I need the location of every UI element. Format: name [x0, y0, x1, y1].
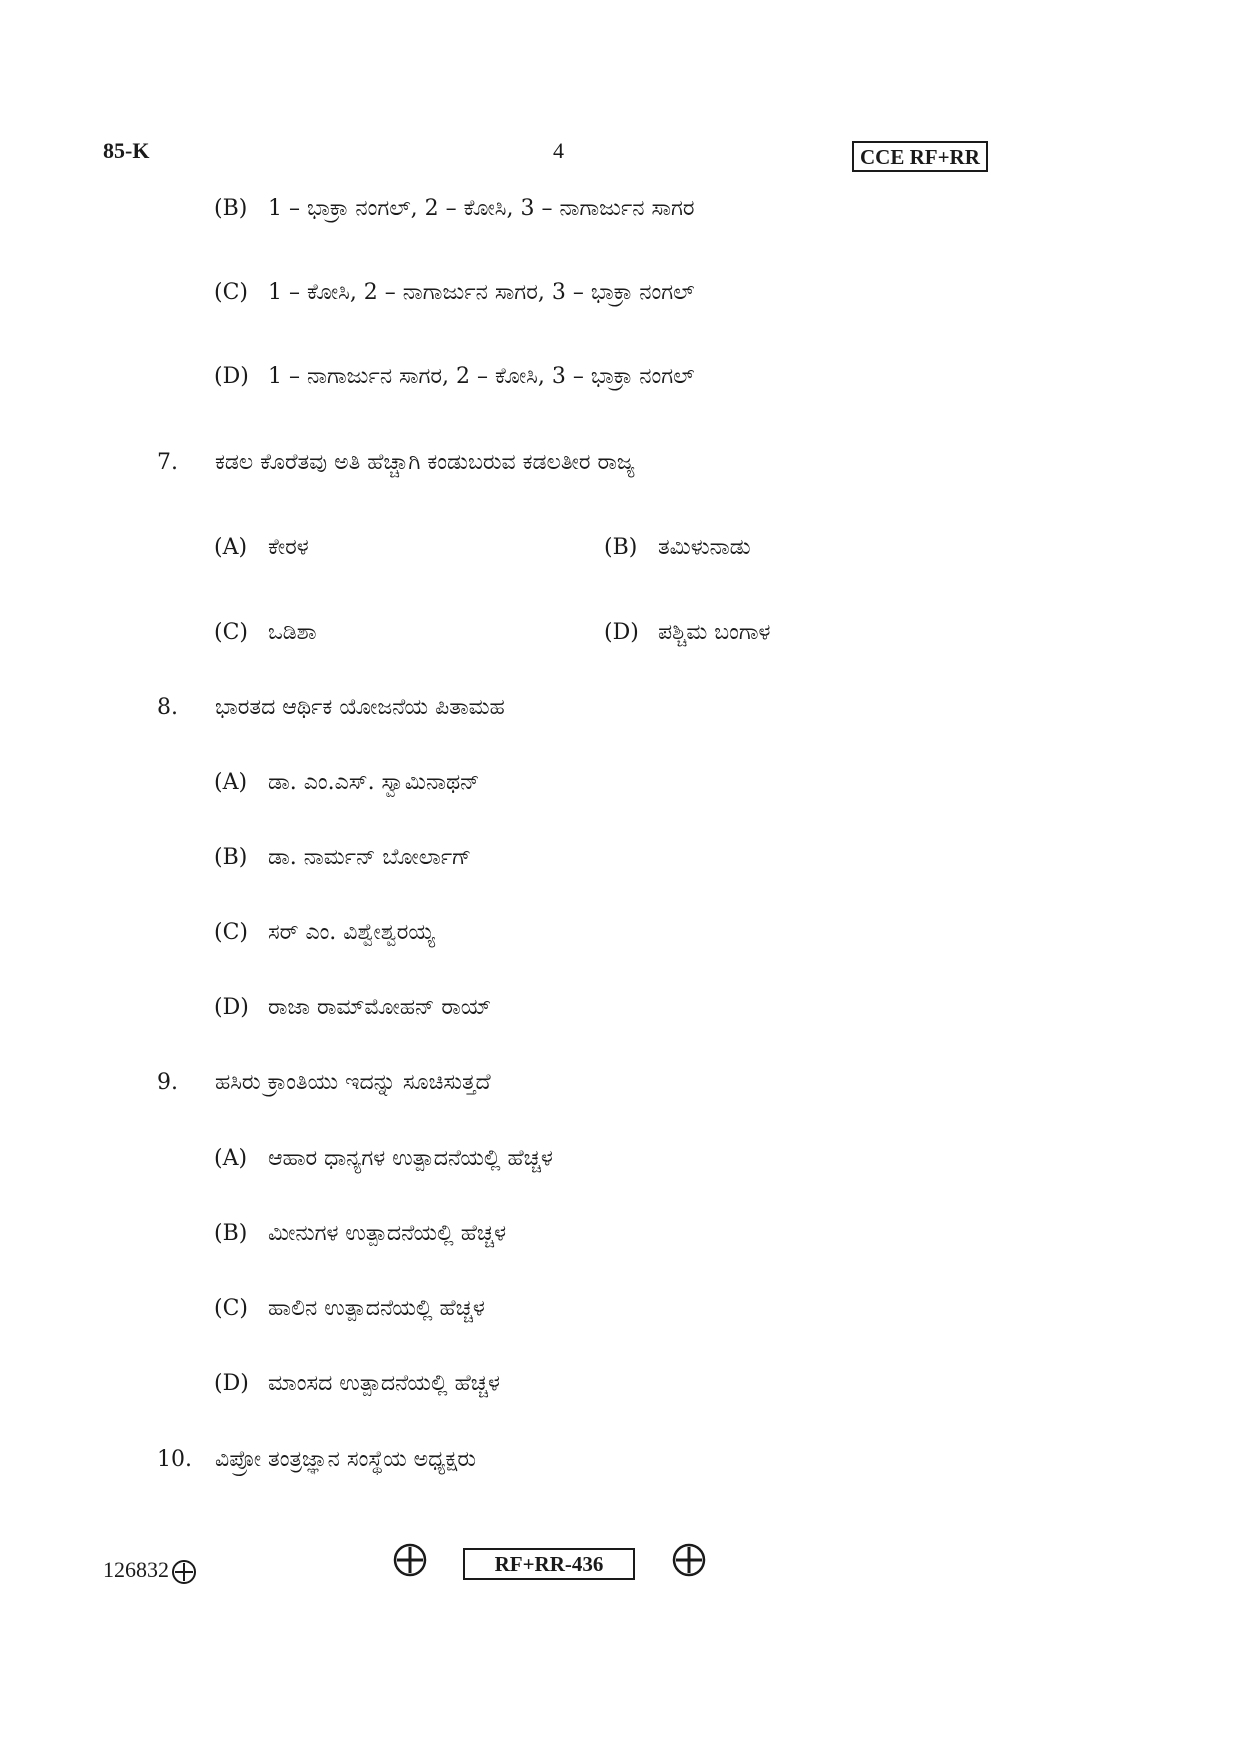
option-label: (D) [214, 364, 249, 389]
question-7 [157, 448, 635, 478]
option-label: (C) [214, 280, 248, 305]
question-10 [157, 1445, 476, 1475]
option-text: ಆಹಾರ ಧಾನ್ಯಗಳ ಉತ್ಪಾದನೆಯಲ್ಲಿ ಹೆಚ್ಚಳ [268, 1146, 553, 1171]
option-text: ಮೀನುಗಳ ಉತ್ಪಾದನೆಯಲ್ಲಿ ಹೆಚ್ಚಳ [268, 1221, 507, 1246]
question-text: ಹಸಿರು ಕ್ರಾಂತಿಯು ಇದನ್ನು ಸೂಚಿಸುತ್ತದೆ [215, 1070, 491, 1095]
question-number: 9. [157, 1070, 178, 1095]
q7-option-a [214, 533, 309, 563]
option-label: (A) [214, 1146, 248, 1171]
question-number: 10. [157, 1447, 192, 1472]
option-text: ರಾಜಾ ರಾಮ್‌ಮೋಹನ್ ರಾಯ್ [268, 995, 492, 1020]
footer-serial [103, 1557, 197, 1585]
option-text: ಕೇರಳ [268, 535, 309, 560]
option-text: ಒಡಿಶಾ [268, 620, 317, 645]
q7-option-b [604, 533, 751, 563]
option-label: (B) [214, 845, 248, 870]
q8-option-d [214, 993, 491, 1023]
question-number: 8. [157, 695, 178, 720]
option-text: ತಮಿಳುನಾಡು [658, 535, 751, 560]
question-text: ಭಾರತದ ಆರ್ಥಿಕ ಯೋಜನೆಯ ಪಿತಾಮಹ [215, 695, 505, 720]
question-8 [157, 693, 505, 723]
option-text: 1 – ಭಾಕ್ರಾ ನಂಗಲ್, 2 – ಕೋಸಿ, 3 – ನಾಗಾರ್ಜುನ ಸಾಗರ [268, 196, 695, 221]
q8-option-c [214, 918, 435, 948]
option-text: ಹಾಲಿನ ಉತ್ಪಾದನೆಯಲ್ಲಿ ಹೆಚ್ಚಳ [268, 1296, 485, 1321]
option-label: (C) [214, 920, 248, 945]
q7-option-d [604, 618, 771, 648]
q6-option-b [214, 194, 695, 224]
option-text: 1 – ನಾಗಾರ್ಜುನ ಸಾಗರ, 2 – ಕೋಸಿ, 3 – ಭಾಕ್ರಾ ನಂಗಲ್ [268, 364, 695, 389]
option-text: ಸರ್ ಎಂ. ವಿಶ್ವೇಶ್ವರಯ್ಯ [268, 920, 435, 945]
booklet-code-box: RF+RR-436 [463, 1548, 635, 1580]
registration-mark-icon [672, 1543, 706, 1577]
option-label: (A) [214, 535, 248, 560]
question-text: ವಿಪ್ರೋ ತಂತ್ರಜ್ಞಾನ ಸಂಸ್ಥೆಯ ಅಧ್ಯಕ್ಷರು [215, 1447, 476, 1472]
q8-option-a [214, 768, 480, 798]
q9-option-d [214, 1369, 500, 1399]
registration-mark-icon [393, 1543, 427, 1577]
page-number: 4 [553, 138, 564, 163]
serial-number: 126832 [103, 1557, 169, 1582]
exam-code-box: CCE RF+RR [852, 141, 988, 172]
option-label: (C) [214, 620, 248, 645]
option-label: (A) [214, 770, 248, 795]
option-text: ಡಾ. ಎಂ.ಎಸ್. ಸ್ವಾಮಿನಾಥನ್ [268, 770, 480, 795]
question-9 [157, 1068, 491, 1098]
option-label: (B) [214, 196, 248, 221]
option-text: ಪಶ್ಚಿಮ ಬಂಗಾಳ [658, 620, 771, 645]
question-number: 7. [157, 450, 178, 475]
registration-mark-icon [171, 1559, 197, 1585]
option-label: (D) [214, 1371, 249, 1396]
option-label: (B) [214, 1221, 248, 1246]
q9-option-b [214, 1219, 506, 1249]
option-label: (C) [214, 1296, 248, 1321]
q8-option-b [214, 843, 471, 873]
q9-option-a [214, 1144, 553, 1174]
option-label: (D) [214, 995, 249, 1020]
paper-code: 85-K [103, 138, 150, 163]
option-label: (D) [604, 620, 639, 645]
option-text: ಮಾಂಸದ ಉತ್ಪಾದನೆಯಲ್ಲಿ ಹೆಚ್ಚಳ [268, 1371, 500, 1396]
q6-option-c [214, 278, 695, 308]
question-text: ಕಡಲ ಕೊರೆತವು ಅತಿ ಹೆಚ್ಚಾಗಿ ಕಂಡುಬರುವ ಕಡಲತೀರ ರಾಜ್ಯ [215, 450, 635, 475]
option-text: 1 – ಕೋಸಿ, 2 – ನಾಗಾರ್ಜುನ ಸಾಗರ, 3 – ಭಾಕ್ರಾ ನಂಗಲ್ [268, 280, 695, 305]
option-text: ಡಾ. ನಾರ್ಮನ್ ಬೋರ್ಲಾಗ್ [268, 845, 472, 870]
q9-option-c [214, 1294, 485, 1324]
q7-option-c [214, 618, 316, 648]
option-label: (B) [604, 535, 638, 560]
q6-option-d [214, 362, 695, 392]
